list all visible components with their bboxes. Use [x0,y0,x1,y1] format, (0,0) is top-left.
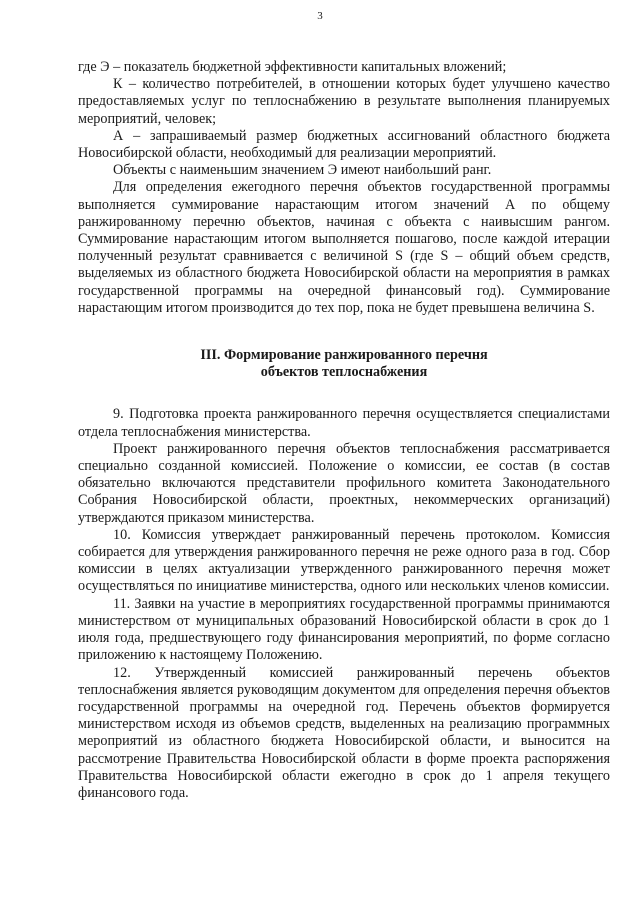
paragraph-item-12: 12. Утвержденный комиссией ранжированный перечень объектов теплоснабжения является руководящим документом для определения перечня объектов государственной программы на очередной год. Перечень объектов формируется министерством исходя из объемов средств, выделенных на реализацию программных мероприятий из областного бюджета Новосибирской области, и выносится на рассмотрение Правительства Новосибирской области в форме проекта распоряжения Правительства Новосибирской области ежегодно в срок до 1 апреля текущего финансового года. [78,664,610,801]
document-body [78,59,610,802]
page-number: 3 [317,10,323,22]
paragraph-rank-rule: Объекты с наименьшим значением Э имеют наибольший ранг. [113,162,492,179]
paragraph-item-11: 11. Заявки на участие в мероприятиях государственной программы принимаются министерством от муниципальных образований Новосибирской области в срок до 1 июля года, предшествующего году финансирования мероприятий, по форме согласно приложению к настоящему Положению. [78,595,610,664]
section-heading [78,347,610,381]
paragraph-summation-method: Для определения ежегодного перечня объектов государственной программы выполняется суммирование нарастающим итогом значений А по общему ранжированному перечню объектов, начиная с объекта с наивысшим рангом. Суммирование нарастающим итогом выполняется пошагово, после каждой итерации полученный результат сравнивается с величиной S (где S – общий объем средств, выделяемых из областного бюджета Новосибирской области на мероприятия в рамках государственной программы на очередной финансовый год). Суммирование нарастающим итогом производится до тех пор, пока не будет превышена величина S. [78,179,610,316]
paragraph-item-10: 10. Комиссия утверждает ранжированный перечень протоколом. Комиссия собирается для утверждения ранжированного перечня не реже одного раза в год. Сбор комиссии в целях актуализации утвержденного ранжированного перечня может осуществляться по инициативе министерства, одного или нескольких членов комиссии. [78,526,610,595]
paragraph-definition-a: А – запрашиваемый размер бюджетных ассигнований областного бюджета Новосибирской области, необходимый для реализации мероприятий. [78,127,610,162]
paragraph-commission-review: Проект ранжированного перечня объектов теплоснабжения рассматривается специально созданной комиссией. Положение о комиссии, ее состав (в состав обязательно включаются представители профильного комитета Законодательного Собрания Новосибирской области, проектных, некоммерческих организаций) утверждаются приказом министерства. [78,440,610,526]
paragraph-definition-k: К – количество потребителей, в отношении которых будет улучшено качество предоставляемых услуг по теплоснабжению в результате выполнения планируемых мероприятий, человек; [78,76,610,127]
section-heading-line-1: III. Формирование ранжированного перечня [200,347,488,364]
paragraph-definition-e: где Э – показатель бюджетной эффективности капитальных вложений; [78,59,507,75]
section-heading-line-2: объектов теплоснабжения [260,364,428,381]
paragraph-item-9: 9. Подготовка проекта ранжированного перечня осуществляется специалистами отдела теплоснабжения министерства. [78,406,610,440]
